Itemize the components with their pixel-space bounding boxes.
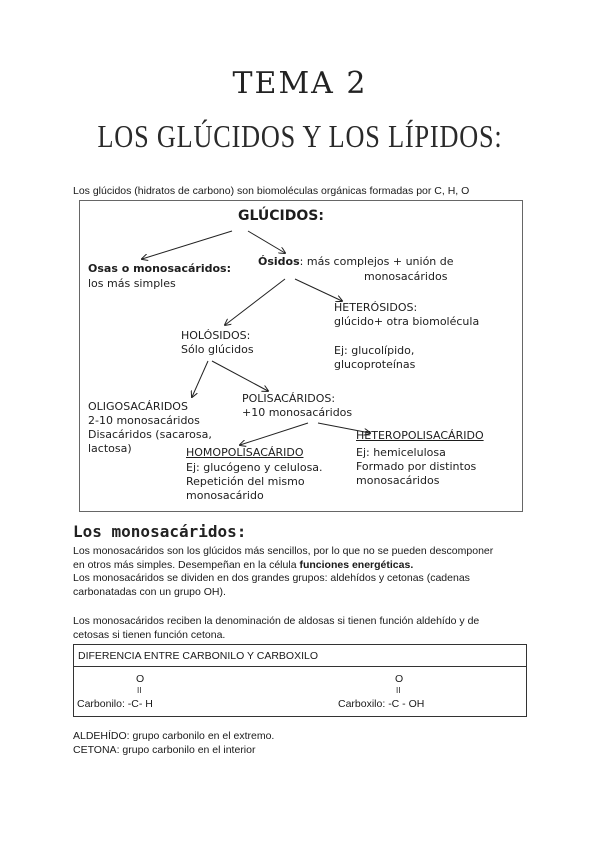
paragraph-3-line-1: Los monosacáridos reciben la denominación de aldosas si tienen función aldehído y de: [73, 615, 480, 627]
osidos-block: [258, 255, 454, 270]
footer-notes: [73, 730, 533, 757]
oligo-line-2: Disacáridos (sacarosa,: [88, 428, 212, 441]
carbonilo-label: Carbonilo: -C- H: [77, 698, 153, 710]
arrow-to-poli: [212, 361, 268, 391]
paragraph-3: [73, 615, 533, 642]
table-header: DIFERENCIA ENTRE CARBONILO Y CARBOXILO: [74, 645, 526, 667]
aldehido-note: ALDEHÍDO: grupo carbonilo en el extremo.: [73, 730, 275, 742]
paragraph-3-line-2: cetosas si tienen función cetona.: [73, 628, 226, 641]
comparison-table: [73, 644, 527, 717]
homo-line-3: monosacárido: [186, 489, 264, 502]
arrow-to-osas: [142, 231, 232, 259]
osidos-desc-2: monosacáridos: [364, 270, 448, 283]
carbonilo-oxygen: O: [136, 673, 145, 685]
homo-title: HOMOPOLISACÁRIDO: [186, 446, 304, 459]
carboxilo-label: Carboxilo: -C - OH: [338, 698, 425, 710]
page-title: TEMA 2: [232, 66, 368, 101]
heterosidos-ej-2: glucoproteínas: [334, 358, 416, 371]
glucidos-diagram: [79, 200, 523, 512]
paragraph-1-line-1: Los monosacáridos son los glúcidos más sencillos, por lo que no se pueden descomponer: [73, 545, 494, 557]
osidos-desc: : más complejos + unión de: [299, 255, 454, 268]
arrow-to-homo: [240, 423, 308, 445]
hetero-line-3: monosacáridos: [356, 474, 440, 487]
hetero-title: HETEROPOLISACÁRIDO: [356, 429, 484, 442]
osidos-title: Ósidos: [258, 255, 300, 268]
carboxilo-double-bond: II: [396, 686, 401, 695]
homo-line-2: Repetición del mismo: [186, 475, 305, 488]
paragraph-2-line-2: carbonatadas con un grupo OH).: [73, 585, 226, 598]
oligo-line-1: 2-10 monosacáridos: [88, 414, 200, 427]
paragraph-1-line-2-text: en otros más simples. Desempeñan en la célula: [73, 558, 300, 571]
arrow-to-holosidos: [225, 279, 285, 325]
holosidos-desc: Sólo glúcidos: [181, 343, 254, 356]
paragraph-1-bold: funciones energéticas.: [299, 558, 414, 571]
heterosidos-title: HETERÓSIDOS:: [334, 301, 418, 314]
poli-desc: +10 monosacáridos: [242, 406, 353, 419]
diagram-root: GLÚCIDOS:: [238, 208, 324, 224]
arrow-to-osidos: [248, 231, 285, 253]
hetero-line-2: Formado por distintos: [356, 460, 477, 473]
carbonilo-double-bond: II: [137, 686, 142, 695]
page-subtitle: LOS GLÚCIDOS Y LOS LÍPIDOS:: [97, 118, 503, 154]
cetona-note: CETONA: grupo carbonilo en el interior: [73, 743, 256, 756]
hetero-line-1: Ej: hemicelulosa: [356, 446, 446, 459]
paragraph-1: [73, 545, 533, 599]
carboxilo-oxygen: O: [395, 673, 404, 685]
heterosidos-ej-1: Ej: glucolípido,: [334, 344, 415, 357]
arrow-to-oligo: [192, 361, 208, 397]
homo-line-1: Ej: glucógeno y celulosa.: [186, 461, 323, 474]
oligo-line-3: lactosa): [88, 442, 132, 455]
intro-text: Los glúcidos (hidratos de carbono) son biomoléculas orgánicas formadas por C, H, O: [73, 185, 470, 197]
section-heading: Los monosacáridos:: [73, 522, 247, 541]
paragraph-1-line-2: [73, 559, 533, 573]
holosidos-title: HOLÓSIDOS:: [181, 329, 251, 342]
paragraph-2-line-1: Los monosacáridos se dividen en dos grandes grupos: aldehídos y cetonas (cadenas: [73, 572, 470, 584]
oligo-title: OLIGOSACÁRIDOS: [88, 400, 188, 413]
osas-title: Osas o monosacáridos:: [88, 262, 231, 275]
heterosidos-desc: glúcido+ otra biomolécula: [334, 315, 480, 328]
arrow-to-heterosidos: [295, 279, 342, 301]
osas-desc: los más simples: [88, 277, 176, 290]
poli-title: POLISACÁRIDOS:: [242, 392, 336, 405]
